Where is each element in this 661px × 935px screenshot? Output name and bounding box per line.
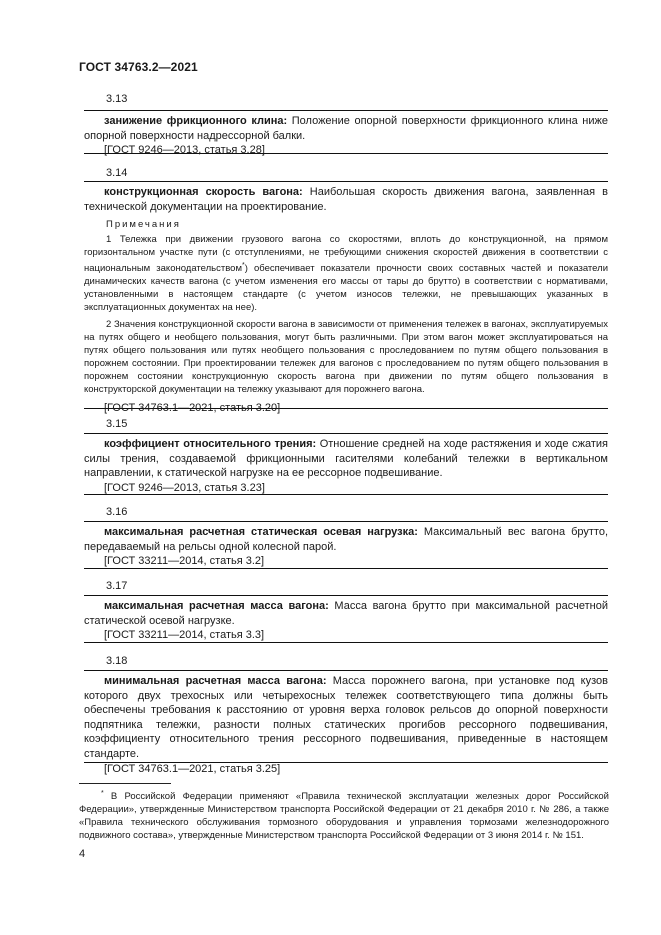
footnote [79, 787, 609, 842]
clause-number: 3.15 [106, 418, 128, 430]
note-1-text: 1 Тележка при движении грузового вагона со скоростями, вплоть до конструкционной, на прямом горизонтальном участке пути (с отступлениями, не требующими снижения скоростей движения в соответствии с национальным законодательством [84, 234, 608, 275]
clause-number: 3.16 [106, 506, 128, 518]
note-2: 2 Значения конструкционной скорости вагона в зависимости от применения тележек в вагонах, эксплуатируемых на путях общего и необщего пользования, могут быть различными. При этом вагон может эксплуатироваться на путях общего пользования или путях необщего пользования с проследованием по путям общего пользования в порожнем состоянии. При проектировании тележек для вагонов с проследованием по путям общего пользования в порожнем состоянии конструкционную скорость вагона при движении по путям общего пользования в конструкторской документации на тележку указывают для порожнего вагона. [84, 319, 608, 396]
definition: Положение опорной поверхности фрикционного клина ниже опорной поверхности надрессорной балки. [84, 115, 608, 142]
source-reference: [ГОСТ 33211—2014, статья 3.3] [104, 629, 265, 642]
definition-box [84, 110, 608, 157]
term: конструкционная скорость вагона: [104, 186, 303, 198]
definition-box [84, 181, 608, 415]
footnote-text: В Российской Федерации применяют «Правила технической эксплуатации железных дорог Российской Федерации», утвержденные Министерством транспорта Российской Федерации от 21 декабря 2010 г. № 286, а также «Правила технического обслуживания тормозного оборудования и управления тормозами железнодорожного подвижного состава», утвержденные Министерством транспорта Российской Федерации от 3 июня 2014 г. № 151. [79, 791, 609, 842]
source-reference: [ГОСТ 9246—2013, статья 3.28] [104, 144, 265, 157]
source-reference: [ГОСТ 9246—2013, статья 3.23] [104, 481, 265, 494]
definition-text [84, 599, 608, 628]
term: минимальная расчетная масса вагона: [104, 675, 327, 687]
note-1-text-cont: ) обеспечивает показатели прочности своих составных частей и показатели динамических качеств вагона (с учетом изменения его массы от тары до брутто) в соответствии с нормативами, установленными в настоящем стандарте (с учетом износов тележки, не превышающих указанных в эксплуатационных документах на нее). [84, 263, 608, 314]
term: максимальная расчетная масса вагона: [104, 600, 329, 612]
definition-text [84, 437, 608, 481]
clause-number: 3.13 [106, 93, 128, 105]
definition-text [84, 525, 608, 554]
definition-text [84, 114, 608, 143]
definition-box [84, 595, 608, 643]
definition-box [84, 670, 608, 775]
clause-number: 3.18 [106, 655, 128, 667]
definition-text [84, 185, 608, 214]
definition: Наибольшая скорость движения вагона, заявленная в технической документации на проектирование. [84, 186, 608, 213]
page-number: 4 [79, 848, 86, 860]
definition: Максимальный вес вагона брутто, передаваемый на рельсы одной колесной парой. [84, 526, 609, 553]
clause-number: 3.17 [106, 580, 128, 592]
note-1 [84, 233, 608, 314]
footnote-mark: * [101, 790, 104, 797]
definition: Масса порожнего вагона, при установке под кузов которого двух трехосных или четырехосных тележек соответствующего типа должны быть обеспечены требования к расстоянию от уровня верха головок рельсов до опорной поверхности подпятника тележки, разности полных статических прогибов рессорного подвешивания, коэффициенту относительного трения рессорного подвешивания, приведенные в настоящем стандарте. [84, 675, 608, 760]
source-reference: [ГОСТ 34763.1—2021, статья 3.20] [104, 402, 281, 415]
footnote-separator [79, 783, 171, 784]
definition: Масса вагона брутто при максимальной расчетной статической осевой нагрузке. [84, 600, 608, 627]
document-header: ГОСТ 34763.2—2021 [79, 60, 198, 74]
source-reference: [ГОСТ 33211—2014, статья 3.2] [104, 555, 265, 568]
notes-title: Примечания [106, 219, 181, 231]
source-reference: [ГОСТ 34763.1—2021, статья 3.25] [104, 762, 281, 775]
term: коэффициент относительного трения: [104, 438, 317, 450]
definition-box [84, 521, 608, 569]
footnote-mark: * [241, 262, 245, 270]
term: максимальная расчетная статическая осевая нагрузка: [104, 526, 418, 538]
clause-number: 3.14 [106, 167, 128, 179]
definition-box [84, 433, 608, 495]
definition: Отношение средней на ходе растяжения и ходе сжатия силы трения, создаваемой фрикционными гасителями колебаний тележки в вертикальном направлении, к статической нагрузке на ее рессорное подвешивание. [84, 438, 608, 480]
term: занижение фрикционного клина: [104, 115, 288, 127]
definition-text [84, 674, 608, 762]
